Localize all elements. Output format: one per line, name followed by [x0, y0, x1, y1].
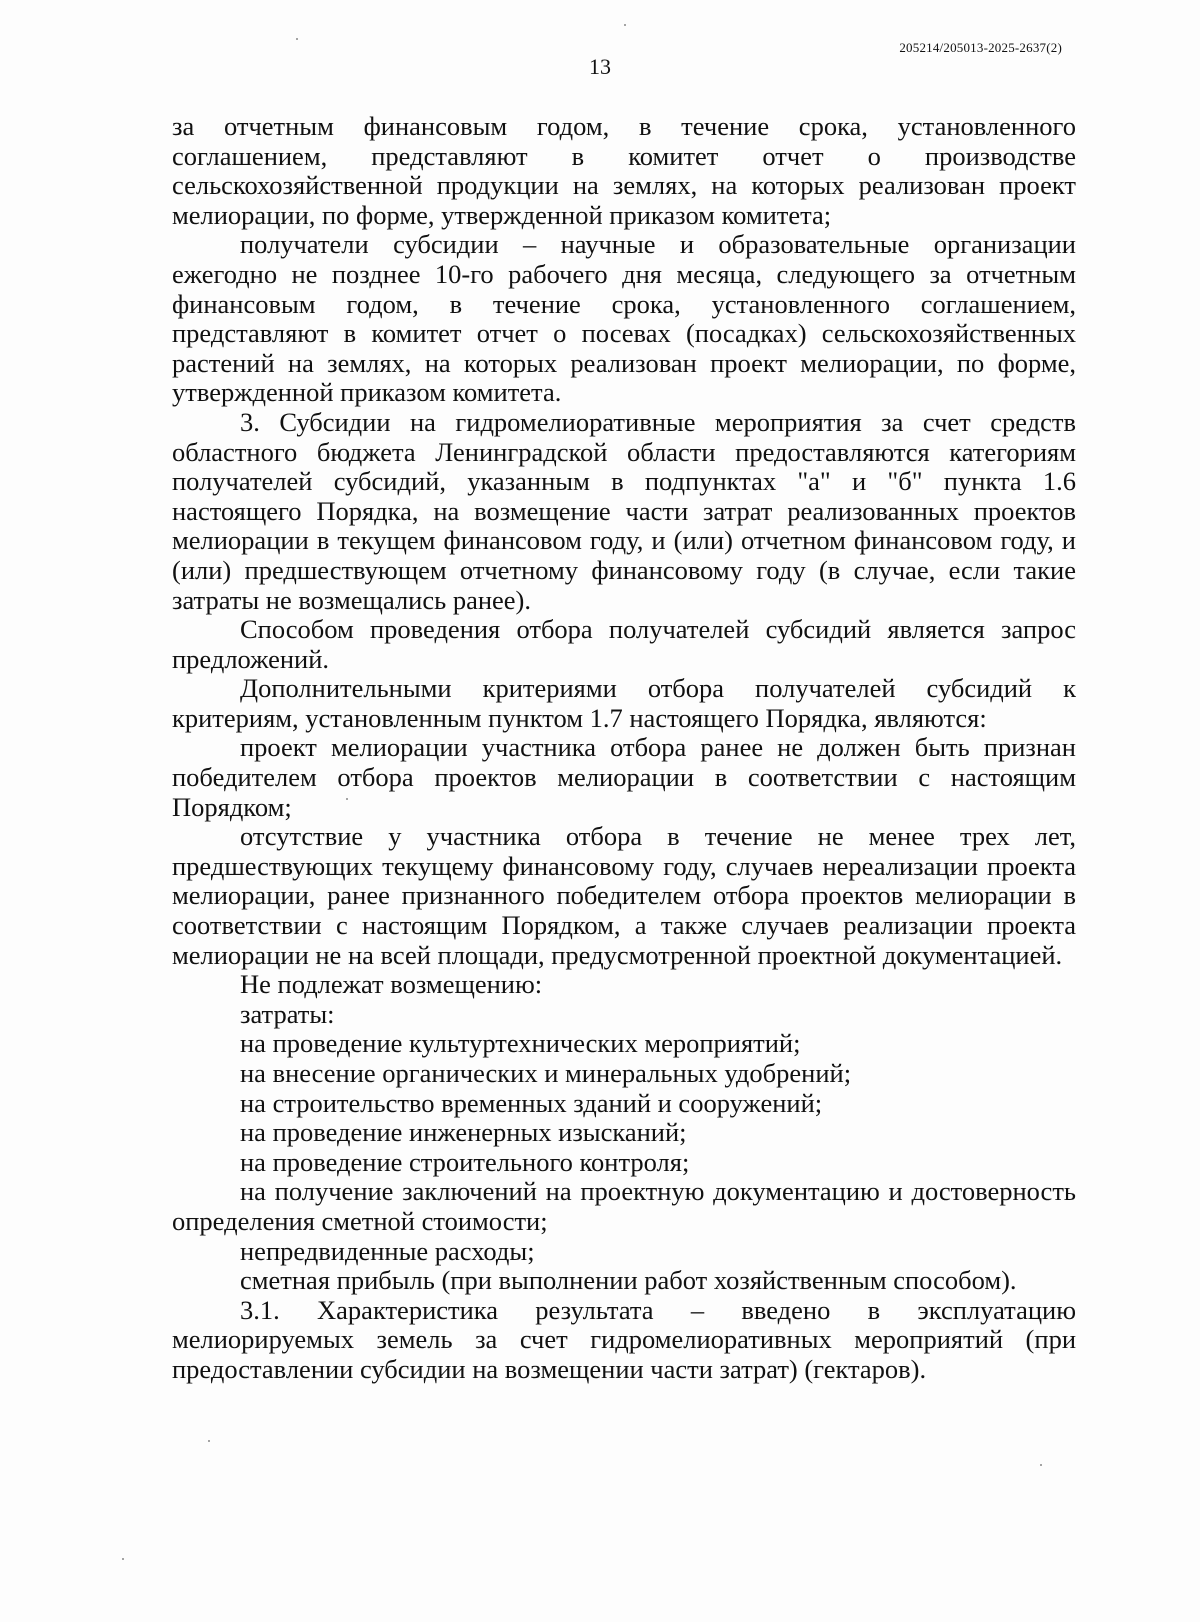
paragraph: отсутствие у участника отбора в течение не менее трех лет, предшествующих текущему финансовому году, случаев нереализации проекта мелиорации, ранее признанного победителем отбора проектов мелиорации в соответствии с настоящим Порядком, а также случаев реализации проекта мелиорации не на всей площади, предусмотренной проектной документацией.	[172, 821, 1076, 970]
document-id: 205214/205013-2025-2637(2)	[899, 40, 1062, 55]
paragraph: проект мелиорации участника отбора ранее не должен быть признан победителем отбора проектов мелиорации в соответствии с настоящим Порядком;	[172, 732, 1076, 822]
paragraph: получатели субсидии – научные и образовательные организации ежегодно не позднее 10-го рабочего дня месяца, следующего за отчетным финансовым годом, в течение срока, установленного соглашением, представляют в комитет отчет о посевах (посадках) сельскохозяйственных растений на землях, на которых реализован проект мелиорации, по форме, утвержденной приказом комитета.	[172, 229, 1076, 408]
list-item: затраты:	[240, 998, 335, 1029]
list-heading: Не подлежат возмещению:	[240, 969, 543, 1000]
scan-speck	[296, 38, 298, 40]
scan-speck	[346, 798, 348, 800]
paragraph: Способом проведения отбора получателей субсидий является запрос предложений.	[172, 614, 1076, 674]
list-item: на проведение строительного контроля;	[240, 1146, 690, 1177]
scan-speck	[1040, 1464, 1042, 1466]
list-item: на проведение инженерных изысканий;	[240, 1117, 687, 1148]
list-item: на внесение органических и минеральных удобрений;	[240, 1058, 852, 1088]
paragraph: 3. Субсидии на гидромелиоративные мероприятия за счет средств областного бюджета Ленинградской области предоставляются категориям получателей субсидий, указанным в подпунктах "а" и "б" пункта 1.6 настоящего Порядка, на возмещение части затрат реализованных проектов мелиорации в текущем финансовом году, и (или) отчетном финансовом году, и (или) предшествующем отчетному финансовому году (в случае, если такие затраты не возмещались ранее).	[172, 406, 1076, 615]
paragraph: 3.1. Характеристика результата – введено в эксплуатацию мелиорируемых земель за счет гидромелиоративных мероприятий (при предоставлении субсидии на возмещении части затрат) (гектаров).	[172, 1294, 1076, 1384]
list-item: на строительство временных зданий и сооружений;	[240, 1087, 823, 1118]
page-number: 13	[589, 54, 611, 79]
scan-speck	[624, 24, 626, 26]
list-item: на проведение культуртехнических мероприятий;	[240, 1028, 801, 1059]
list-item: на получение заключений на проектную документацию и достоверность определения сметной стоимости;	[172, 1176, 1076, 1236]
scan-speck	[122, 1558, 124, 1560]
scan-speck	[208, 1440, 210, 1442]
paragraph: Дополнительными критериями отбора получателей субсидий к критериям, установленным пунктом 1.7 настоящего Порядка, являются:	[172, 673, 1076, 733]
list-item: сметная прибыль (при выполнении работ хозяйственным способом).	[240, 1265, 1017, 1296]
document-body	[172, 112, 1076, 1385]
paragraph: за отчетным финансовым годом, в течение срока, установленного соглашением, представляют в комитет отчет о производстве сельскохозяйственной продукции на землях, на которых реализован проект мелиорации, по форме, утвержденной приказом комитета;	[172, 111, 1076, 230]
list-item: непредвиденные расходы;	[240, 1235, 535, 1266]
